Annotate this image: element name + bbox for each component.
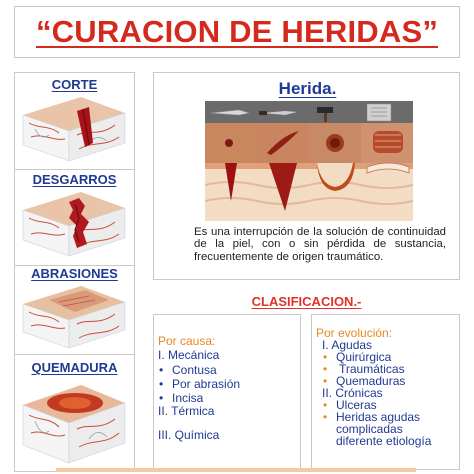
group-termica: II. Térmica: [158, 404, 215, 418]
bullet-icon: •: [323, 410, 328, 424]
bullet-icon: •: [323, 398, 328, 412]
wound-type-desgarros: [15, 170, 134, 265]
grater-icon: [367, 104, 391, 121]
group-agudas: I. Agudas: [322, 338, 373, 352]
list-item: Incisa: [172, 391, 204, 405]
bullet-icon: •: [159, 391, 164, 405]
bottom-decoration-bar: [56, 468, 416, 472]
wound-type-label: DESGARROS: [32, 172, 117, 187]
page-title: “CURACION DE HERIDAS”: [35, 14, 439, 49]
bullet-icon: •: [159, 377, 164, 391]
list-item: Contusa: [172, 363, 217, 377]
wound-type-label: ABRASIONES: [31, 266, 118, 281]
clasificacion-title: CLASIFICACION.-: [251, 294, 362, 309]
wound-type-corte: [15, 73, 134, 169]
group-mecanica: I. Mecánica: [158, 348, 220, 362]
corte-illustration: [19, 93, 129, 165]
herida-mechanism-figure: [205, 101, 413, 221]
list-item: Quemaduras: [336, 374, 406, 388]
list-item: Por abrasión: [172, 377, 241, 391]
wound-type-abrasiones: [15, 266, 134, 354]
list-item-continued: complicadas: [336, 422, 403, 436]
desgarros-illustration: [19, 188, 129, 260]
wound-type-label: QUEMADURA: [31, 360, 118, 375]
wound-type-quemadura: [15, 355, 134, 471]
list-item: Heridas agudas: [336, 410, 421, 424]
abrasiones-illustration: [19, 282, 129, 352]
por-evolucion-heading: Por evolución:: [316, 326, 393, 340]
herida-title: Herida.: [278, 79, 337, 98]
list-item: Quirúrgica: [336, 350, 392, 364]
group-cronicas: II. Crónicas: [322, 386, 383, 400]
bullet-icon: •: [323, 362, 328, 376]
bullet-icon: •: [323, 350, 328, 364]
group-quimica: III. Química: [158, 428, 220, 442]
bullet-icon: •: [323, 374, 328, 388]
bullet-icon: •: [159, 363, 164, 377]
herida-box: [153, 72, 460, 280]
quemadura-illustration: [19, 381, 129, 467]
wound-types-column: [14, 72, 135, 472]
list-item: Traumáticas: [339, 362, 405, 376]
herida-definition: Es una interrupción de la solución de continuidad de la piel, con o sin pérdida de sustancia, frecuentemente de origen traumático.: [194, 226, 446, 263]
wound-type-label: CORTE: [51, 77, 98, 92]
por-causa-heading: Por causa:: [158, 334, 216, 348]
list-item: Ulceras: [336, 398, 377, 412]
por-causa-box: [153, 314, 301, 470]
list-item-continued: diferente etiología: [336, 434, 432, 448]
title-box: [14, 6, 460, 58]
por-evolucion-box: [311, 314, 460, 470]
